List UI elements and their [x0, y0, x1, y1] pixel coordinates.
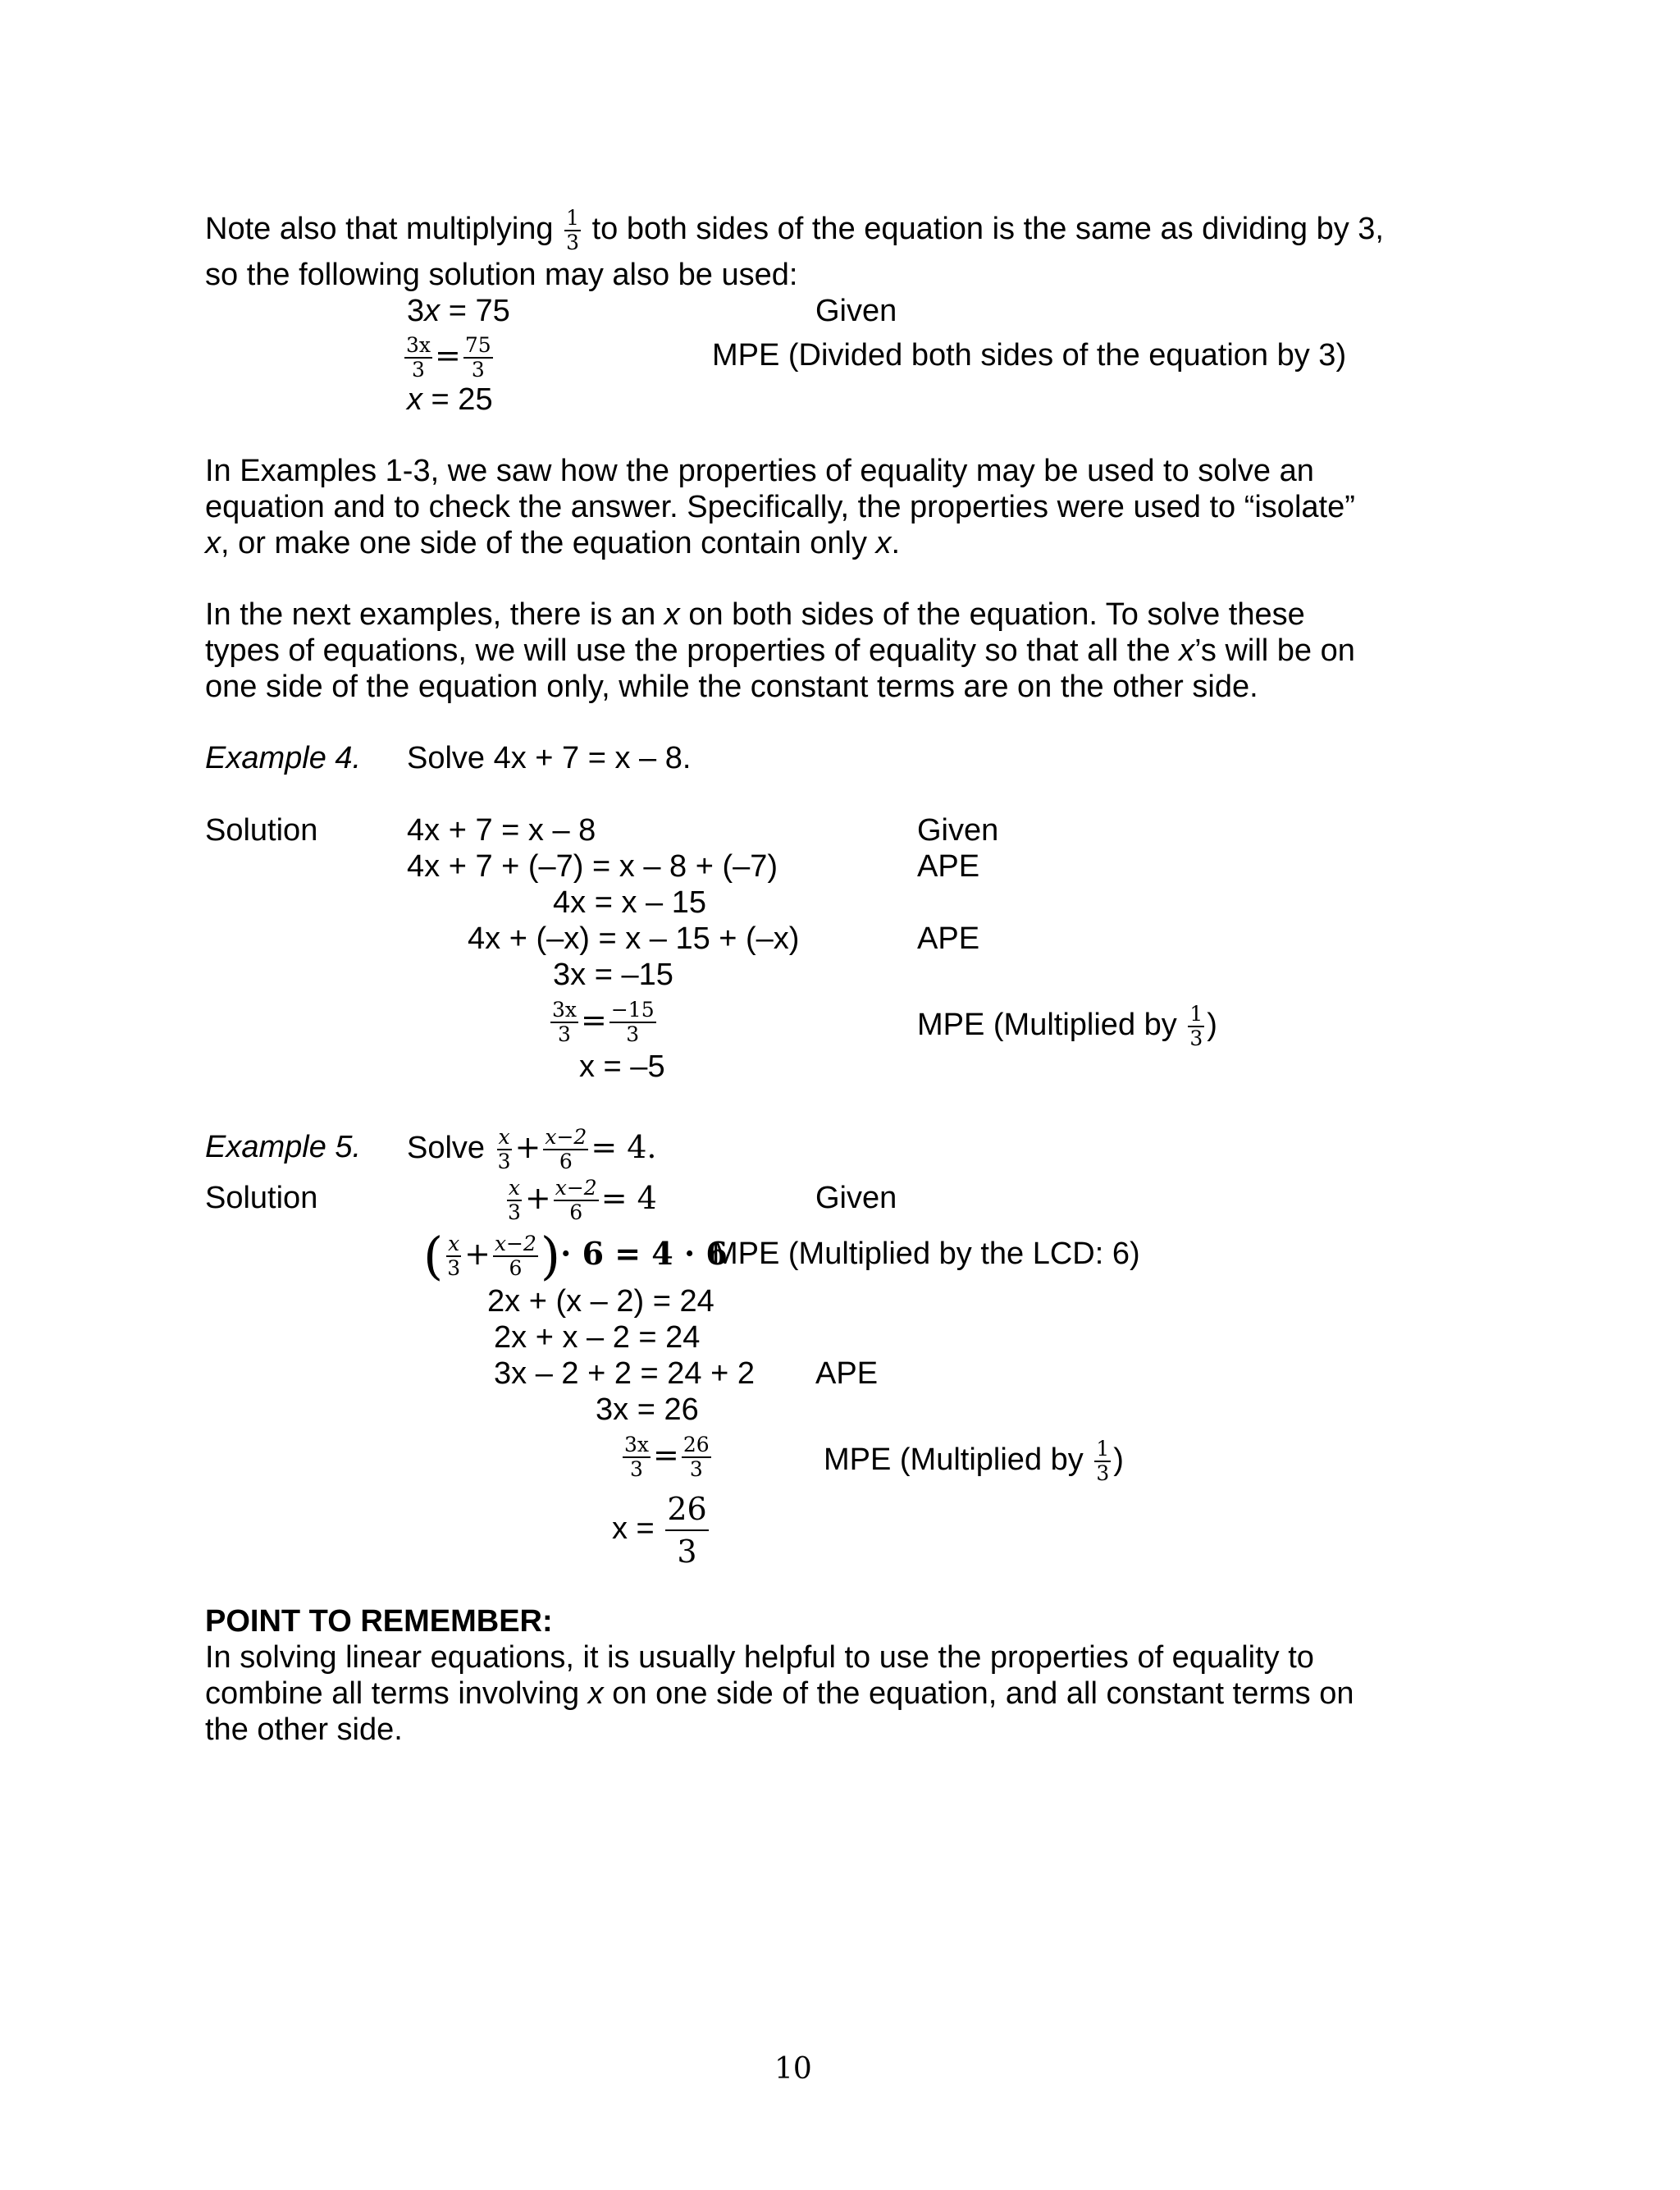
var: x [587, 1676, 604, 1711]
frac-num: 3x [406, 332, 431, 357]
equals-sign: = [653, 1437, 679, 1473]
frac-num: 1 [1189, 1002, 1203, 1026]
text: combine all terms involving [205, 1676, 588, 1711]
frac-num: 75 [464, 332, 491, 357]
alt-step-1-reason: Given [815, 294, 897, 328]
frac-num: x−2 [545, 1124, 587, 1149]
ex5-step-6: 3x = 26 [596, 1392, 699, 1427]
text: ) [1113, 1442, 1124, 1478]
frac-den: 3 [447, 1255, 461, 1280]
ex5-step-1 [504, 1170, 657, 1227]
ex4-step-1: 4x + 7 = x – 8 [407, 813, 596, 848]
open-paren: ( [423, 1225, 444, 1286]
para1-line-2: equation and to check the answer. Specifically, the properties were used to “isolate” [205, 490, 1355, 524]
var: x [664, 597, 680, 632]
example4-solution-label: Solution [205, 813, 318, 848]
para2-line-1 [205, 597, 1305, 633]
frac-den: 3 [508, 1200, 521, 1224]
text: ) [1207, 1008, 1217, 1043]
text: . [891, 526, 901, 560]
ex5-step-7 [620, 1426, 714, 1484]
frac-26-over-3 [665, 1488, 708, 1572]
ex5-step-7-reason [824, 1438, 1124, 1485]
point-heading: POINT TO REMEMBER: [205, 1604, 553, 1639]
intro-text: to both sides of the equation is the same as dividing by 3, [591, 212, 1384, 247]
frac-x-over-3 [445, 1232, 462, 1280]
var: x [1179, 633, 1195, 668]
frac-rhs [609, 999, 656, 1046]
alt-step-2 [402, 327, 495, 385]
point-line-1: In solving linear equations, it is usually helpful to use the properties of equality to [205, 1640, 1314, 1675]
frac-den: 3 [689, 1456, 703, 1481]
ex4-step-7: x = –5 [579, 1049, 665, 1084]
ex4-step-1-reason: Given [917, 813, 999, 848]
plus-sign: + [464, 1236, 491, 1272]
frac-num: −15 [610, 997, 655, 1022]
ex5-step-5-reason: APE [815, 1356, 879, 1391]
frac-num: 3x [552, 997, 578, 1022]
plus-sign: + [524, 1180, 551, 1216]
frac-num: 1 [566, 206, 580, 230]
ex4-step-6-reason [917, 1003, 1217, 1050]
var: x [407, 382, 422, 417]
frac-num: x−2 [555, 1175, 597, 1200]
alt-step-1 [407, 293, 510, 329]
page-number: 10 [774, 2052, 812, 2086]
var: x [875, 526, 892, 560]
close-paren: ) [540, 1225, 561, 1286]
text: MPE (Multiplied by [824, 1442, 1084, 1478]
frac-den: 3 [677, 1533, 697, 1570]
ex4-step-4: 4x + (–x) = x – 15 + (–x) [468, 921, 800, 956]
frac-x-minus-2-over-6 [554, 1177, 599, 1224]
example5-label: Example 5. [205, 1130, 362, 1164]
frac-num: 1 [1096, 1437, 1110, 1461]
equals-sign: = [581, 1002, 607, 1038]
ex4-step-4-reason: APE [917, 921, 980, 956]
frac-x-over-3 [496, 1126, 513, 1173]
ex5-step-4: 2x + x – 2 = 24 [494, 1320, 701, 1355]
para1-line-3 [205, 525, 900, 561]
rhs: = 75 [440, 294, 510, 328]
text: In the next examples, there is an [205, 597, 664, 632]
ex5-step-3: 2x + (x – 2) = 24 [487, 1284, 714, 1319]
ex5-step-1-reason: Given [815, 1181, 897, 1215]
coef: 3 [407, 294, 425, 328]
text: on one side of the equation, and all constant terms on [603, 1676, 1354, 1711]
lhs: x = [612, 1511, 655, 1546]
ex5-step-2 [423, 1224, 728, 1284]
frac-lhs [623, 1433, 651, 1481]
frac-den: 3 [1096, 1461, 1110, 1485]
text: ’s will be on [1194, 633, 1355, 668]
frac-den: 6 [569, 1200, 583, 1224]
intro-text: Note also that multiplying [205, 212, 554, 247]
frac-rhs [463, 334, 493, 382]
frac-den: 3 [497, 1149, 511, 1173]
ex5-step-8 [612, 1484, 711, 1574]
text: MPE (Multiplied by [917, 1008, 1177, 1043]
frac-den: 3 [566, 231, 580, 254]
frac-x-minus-2-over-6 [543, 1126, 588, 1173]
example4-prompt: Solve 4x + 7 = x – 8. [407, 741, 692, 775]
one-third-fraction [1188, 1003, 1204, 1050]
frac-den: 3 [1189, 1026, 1203, 1050]
frac-den: 3 [412, 357, 425, 382]
ex5-step-2-reason: MPE (Multiplied by the LCD: 6) [712, 1237, 1140, 1271]
frac-num: 3x [624, 1432, 650, 1456]
frac-den: 3 [630, 1456, 643, 1481]
frac-rhs [682, 1433, 711, 1481]
frac-den: 3 [471, 357, 485, 382]
example5-solution-label: Solution [205, 1181, 318, 1215]
text: Solve [407, 1131, 486, 1165]
ex4-step-6 [548, 991, 659, 1049]
ex5-step-5: 3x – 2 + 2 = 24 + 2 [494, 1356, 755, 1391]
one-third-fraction [1094, 1438, 1111, 1485]
ex4-step-2-reason: APE [917, 849, 980, 884]
rhs: = 25 [422, 382, 493, 417]
frac-num: x [448, 1231, 460, 1255]
times-six: · 6 = 4 · 6 [560, 1235, 728, 1272]
text: types of equations, we will use the properties of equality so that all the [205, 633, 1180, 668]
equals-four: = 4. [591, 1129, 657, 1165]
example4-label: Example 4. [205, 741, 362, 775]
text: , or make one side of the equation contain only [221, 526, 876, 560]
para2-line-2 [205, 633, 1355, 669]
frac-lhs [404, 334, 432, 382]
equals-four: = 4 [600, 1180, 657, 1216]
alt-step-2-reason: MPE (Divided both sides of the equation by 3) [712, 338, 1347, 373]
point-line-3: the other side. [205, 1712, 403, 1747]
frac-num: x [508, 1175, 520, 1200]
var: x [424, 294, 441, 328]
frac-num: x−2 [494, 1231, 536, 1255]
plus-sign: + [514, 1129, 541, 1165]
frac-den: 3 [626, 1022, 640, 1046]
text: on both sides of the equation. To solve these [679, 597, 1305, 632]
para1-line-1: In Examples 1-3, we saw how the properties of equality may be used to solve an [205, 454, 1314, 488]
intro-line-1 [205, 207, 1384, 254]
frac-den: 3 [558, 1022, 571, 1046]
frac-num: 26 [682, 1432, 710, 1456]
frac-num: x [498, 1124, 510, 1149]
var: x [205, 526, 221, 560]
alt-step-3 [407, 382, 493, 418]
one-third-fraction [564, 207, 581, 254]
ex4-step-5: 3x = –15 [553, 958, 673, 992]
equals-sign: = [435, 337, 461, 373]
frac-x-minus-2-over-6 [493, 1232, 538, 1280]
intro-line-2: so the following solution may also be used: [205, 258, 798, 292]
example5-prompt [407, 1118, 657, 1177]
frac-den: 6 [559, 1149, 573, 1173]
para2-line-3: one side of the equation only, while the constant terms are on the other side. [205, 670, 1258, 704]
ex4-step-3: 4x = x – 15 [553, 885, 706, 920]
frac-num: 26 [665, 1488, 708, 1531]
frac-lhs [550, 999, 578, 1046]
ex4-step-2: 4x + 7 + (–7) = x – 8 + (–7) [407, 849, 778, 884]
point-line-2 [205, 1676, 1354, 1712]
frac-den: 6 [509, 1255, 523, 1280]
frac-x-over-3 [506, 1177, 523, 1224]
